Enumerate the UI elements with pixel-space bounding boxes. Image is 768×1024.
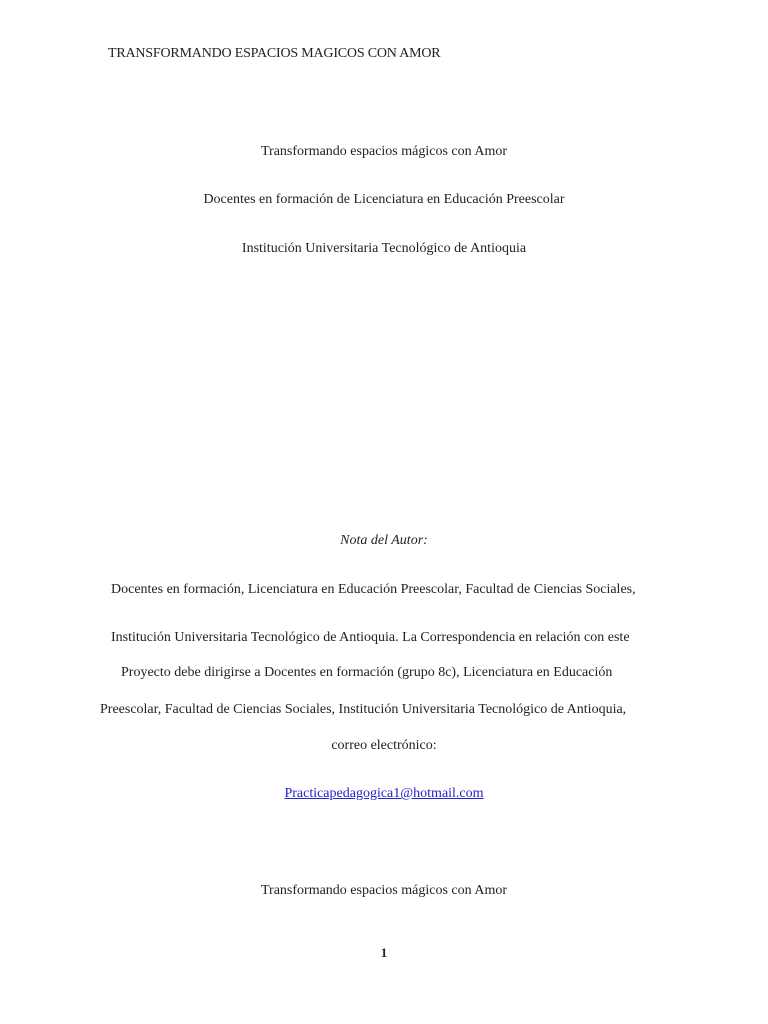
author-note-line-3: Proyecto debe dirigirse a Docentes en formación (grupo 8c), Licenciatura en Educación bbox=[121, 665, 613, 680]
body-title: Transformando espacios mágicos con Amor bbox=[261, 883, 507, 898]
page-number: 1 bbox=[380, 945, 388, 960]
author-note-line-5: correo electrónico: bbox=[331, 738, 437, 753]
author-note-line-2: Institución Universitaria Tecnológico de Antioquia. La Correspondencia en relación con este bbox=[111, 630, 630, 645]
document-title: Transformando espacios mágicos con Amor bbox=[261, 144, 507, 159]
email-line bbox=[0, 785, 768, 803]
author-note-line-1: Docentes en formación, Licenciatura en Educación Preescolar, Facultad de Ciencias Sociales, bbox=[111, 582, 636, 597]
email-link[interactable]: Practicapedagogica1@hotmail.com bbox=[284, 786, 484, 801]
author-affiliation: Docentes en formación de Licenciatura en Educación Preescolar bbox=[203, 192, 565, 207]
author-note-line-4: Preescolar, Facultad de Ciencias Sociales, Institución Universitaria Tecnológico de Antioquia, bbox=[100, 702, 627, 717]
author-note-heading: Nota del Autor: bbox=[340, 533, 428, 548]
institution-name: Institución Universitaria Tecnológico de Antioquia bbox=[241, 241, 527, 256]
running-head: TRANSFORMANDO ESPACIOS MAGICOS CON AMOR bbox=[108, 46, 441, 61]
